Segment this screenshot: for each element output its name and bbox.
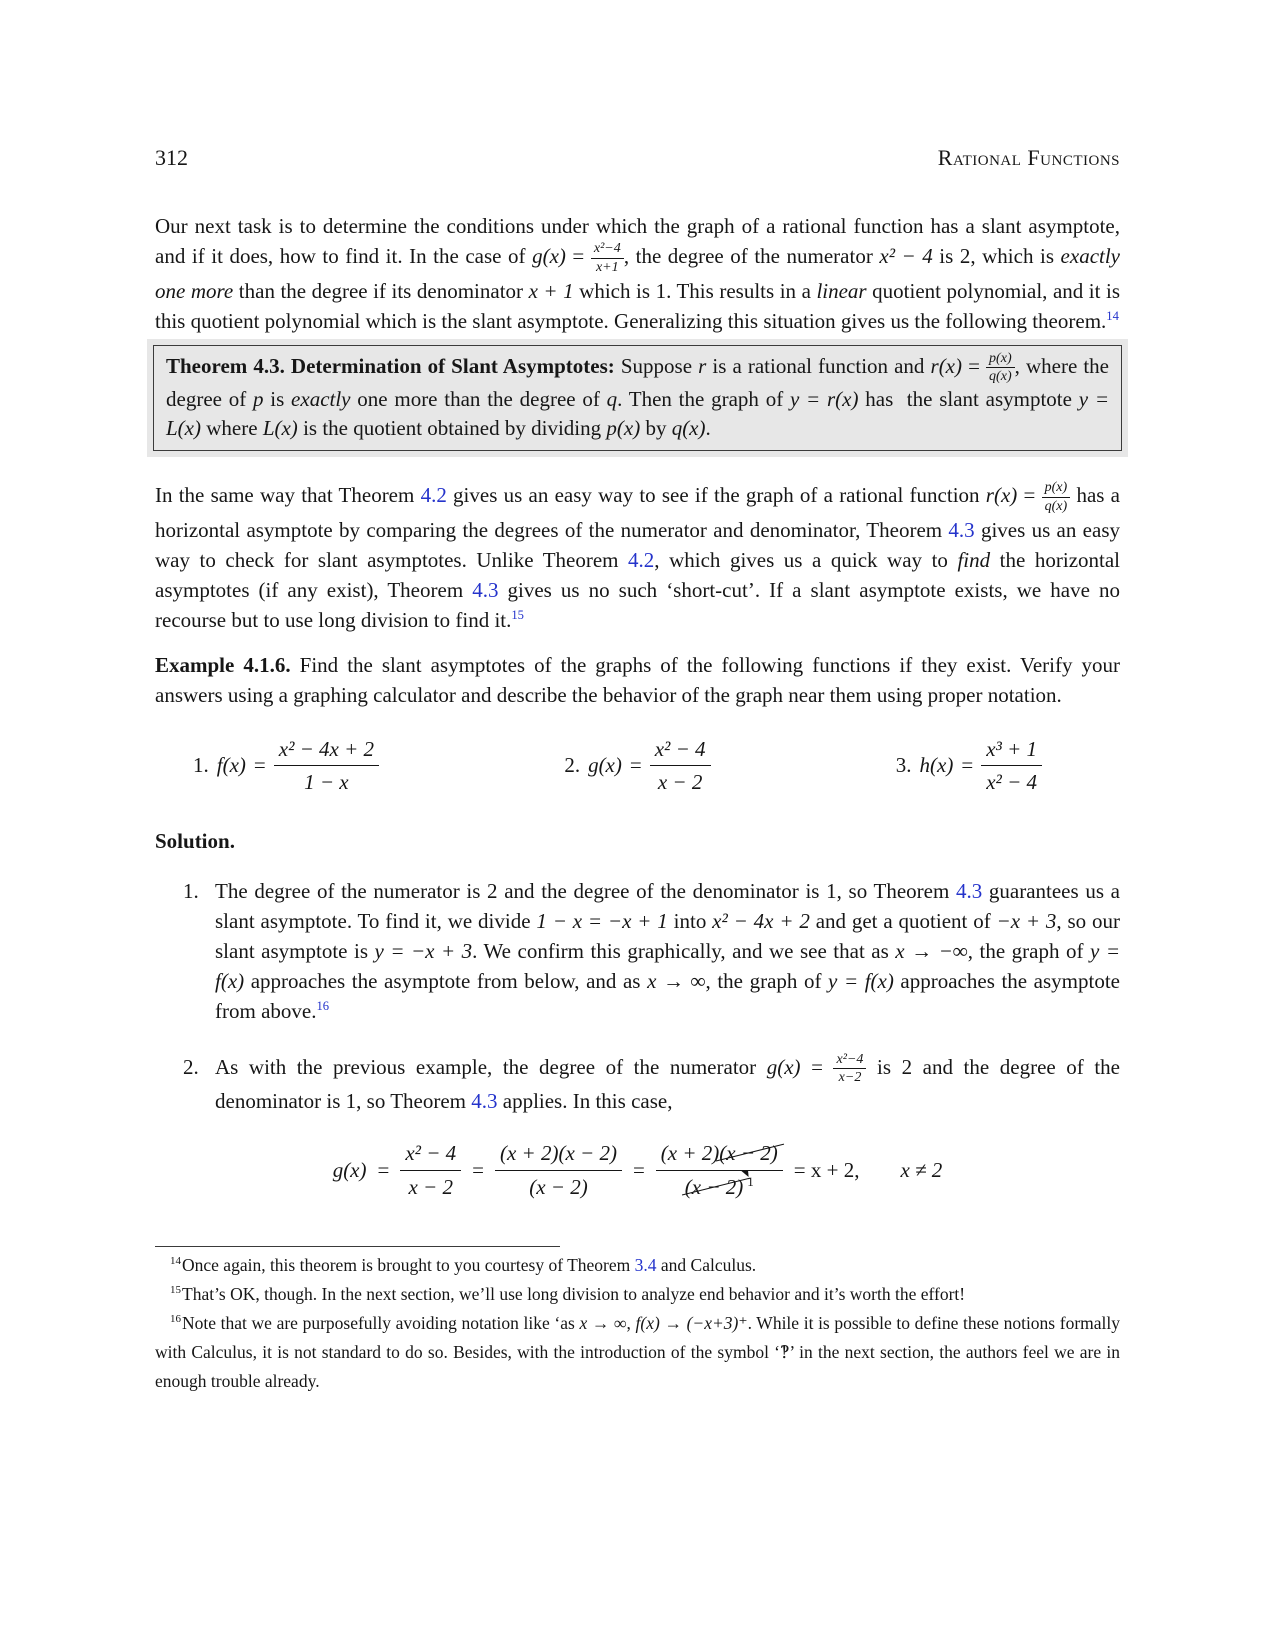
text-run: approaches the asymptote from below, and as (244, 968, 648, 993)
example-paragraph (155, 650, 1120, 710)
text-run: p (253, 387, 264, 411)
inline-fraction: $\frac{\text{x²−4}}{x+1}$ (591, 241, 624, 276)
text-run: than the degree if its denominator (233, 278, 529, 303)
equals-sign: = (632, 1157, 645, 1182)
equation-lhs: g(x) (332, 1157, 367, 1182)
solution-item-2 (155, 1052, 1120, 1117)
text-run: gives us an easy way to check for slant asymptotes. Unlike Theorem (155, 517, 1120, 572)
inline-fraction: $\frac{p(x)}{q(x)}$ (986, 351, 1015, 386)
text-run: Theorem 4.3. Determination of Slant Asymptotes: (166, 353, 615, 378)
text-run: x + 1 (528, 278, 574, 303)
footnote-16 (155, 1309, 1120, 1396)
text-run: x → ∞ (647, 968, 706, 993)
text-run: , where the degree of (166, 353, 1109, 411)
function-item-3 (896, 736, 1042, 796)
footnotes (155, 1251, 1120, 1396)
function-3-name: h(x) (919, 753, 954, 777)
text-run: x → −∞ (895, 938, 968, 963)
text-run: applies. In this case, (497, 1089, 673, 1113)
footnote-16-marker: 16 (170, 1313, 181, 1326)
text-run: p(x) (606, 416, 641, 440)
cancelled-factor: (x − 2) (719, 1141, 778, 1166)
factoring-equation (155, 1124, 1120, 1216)
footnote-rule (155, 1246, 560, 1247)
text-run: approaches the asymptote from above. (215, 968, 1121, 1023)
text-run: f(x) → (−x+3)⁺ (635, 1313, 748, 1333)
text-run: where (201, 416, 263, 440)
equals-sign: = (629, 753, 642, 777)
text-run: has the slant asymptote (858, 387, 1079, 411)
inline-fraction: $\frac{\text{x²−4}}{x-2}$ (833, 1052, 866, 1087)
item-2-text (215, 1052, 1120, 1117)
equation-result: = x + 2, (793, 1157, 860, 1182)
text-run: , so our slant asymptote is (215, 908, 1121, 963)
text-run: and get a quotient of (809, 908, 997, 933)
text-run: linear (816, 278, 867, 303)
footnote-14 (155, 1251, 1120, 1280)
item-1-text (215, 876, 1120, 1026)
text-run: As with the previous example, the degree of the numerator (215, 1054, 767, 1079)
item-1-number: 1. (183, 878, 199, 903)
text-run: −x + 3 (996, 908, 1057, 933)
ref-link[interactable]: 4.2 (420, 483, 447, 508)
function-item-1 (193, 736, 379, 796)
footnote-15-marker: 15 (170, 1284, 181, 1297)
text-run: = (1017, 483, 1042, 508)
theorem-box-frame (153, 345, 1122, 452)
text-run: That’s OK, though. In the next section, we’ll use long division to analyze end behavior and it’s worth the effort! (182, 1284, 966, 1304)
function-2-fraction: $\frac{\text{x² − 4}}{x - 2}$ (650, 736, 711, 796)
intro-paragraph (155, 211, 1120, 336)
text-run: Suppose (614, 353, 699, 378)
text-run: = (962, 353, 986, 378)
theorem-box (147, 339, 1128, 458)
text-run: exactly (291, 387, 351, 411)
text-run: y = −x + 3 (374, 938, 473, 963)
text-run: q(x) (671, 416, 706, 440)
text-run: r(x) (985, 483, 1018, 508)
ref-link[interactable]: 4.2 (628, 547, 655, 572)
text-run: g(x) (532, 244, 566, 269)
text-run: exactly one more (155, 244, 1120, 303)
solution-heading: Solution. (155, 828, 235, 853)
text-run: quotient polynomial, and it is this quotient polynomial which is the slant asymptote. Generalizing this situation gives us the following theorem. (155, 278, 1121, 333)
function-list (155, 724, 1120, 808)
page-header (155, 0, 1120, 171)
text-run: = (800, 1054, 834, 1079)
text-run: into (667, 908, 713, 933)
equation-fraction-1: $\frac{\text{x² − 4}}{x - 2}$ (400, 1140, 461, 1200)
text-run: . While it is possible to define these notions formally with Calculus, it is not standard to do so. Besides, with the introduction of the symbol ‘‽’ in the next section, the authors feel we are in enough trouble already. (155, 1313, 1121, 1391)
function-3-fraction: $\frac{\text{x³ + 1}}{\text{x² − 4}}$ (981, 736, 1042, 796)
theorem-text (166, 351, 1109, 444)
text-run: In the same way that Theorem (155, 483, 421, 508)
item-2-number: 2. (183, 1054, 199, 1079)
text-run: L(x) (262, 416, 298, 440)
text-run: gives us no such ‘short-cut’. If a slant asymptote exists, we have no recourse but to use long division to find it. (155, 577, 1120, 632)
text-run: is the quotient obtained by dividing (297, 416, 607, 440)
text-run: Find the slant asymptotes of the graphs of the following functions if they exist. Verify your answers using a graphing calculator and describe the behavior of the graph near them using proper notation. (155, 652, 1120, 707)
function-1-label: 1. (193, 753, 209, 777)
text-run: the horizontal asymptotes (if any exist), Theorem (155, 547, 1121, 602)
text-run: Our next task is to determine the conditions under which the graph of a rational function has a slant asymptote, and if it does, how to find it. In the case of (155, 214, 1120, 269)
text-run: . (705, 416, 711, 440)
equals-sign: = (253, 753, 266, 777)
page-number: 312 (155, 145, 188, 170)
text-run: has a horizontal asymptote by comparing the degrees of the numerator and denominator, Theorem (155, 483, 1120, 542)
equation-condition: x ≠ 2 (900, 1157, 943, 1182)
text-run: q (606, 387, 618, 411)
text-run: is (263, 387, 292, 411)
chapter-title: Rational Functions (937, 145, 1120, 170)
function-2-label: 2. (564, 753, 581, 777)
text-run: Note that we are purposefully avoiding notation like ‘as (182, 1313, 580, 1333)
function-1-fraction: $\frac{\text{x² − 4x + 2}}{1 - x}$ (274, 736, 379, 796)
text-run: , the degree of the numerator (623, 244, 880, 269)
text-run: which is 1. This results in a (573, 278, 817, 303)
text-run: . Then the graph of (617, 387, 790, 411)
text-run: is 2 and the degree of the denominator is 1, so Theorem (215, 1054, 1120, 1113)
ref-link[interactable]: 4.3 (948, 517, 975, 542)
text-run: y = f(x) (828, 968, 894, 993)
ref-link[interactable]: 4.3 (472, 577, 499, 602)
equals-sign: = (472, 1157, 484, 1182)
text-run: x → ∞ (579, 1313, 627, 1333)
ref-link[interactable]: 4.3 (955, 878, 983, 903)
function-2-name: g(x) (588, 753, 622, 777)
text-run: , which gives us a quick way to (654, 547, 958, 572)
text-run: r (698, 353, 707, 378)
text-run: gives us an easy way to see if the graph of a rational function (446, 483, 986, 508)
text-run: y = f(x) (215, 938, 1120, 993)
function-1-name: f(x) (216, 753, 246, 777)
text-run: . We confirm this graphically, and we see that as (472, 938, 896, 963)
text-run: The degree of the numerator is 2 and the degree of the denominator is 1, so Theorem (215, 878, 956, 903)
footnote-14-marker: 14 (170, 1255, 181, 1268)
ref-link[interactable]: 3.4 (634, 1255, 657, 1275)
text-run: y = L(x) (166, 387, 1109, 440)
ref-link[interactable]: 15 (511, 607, 524, 622)
text-run: 1 − x = −x + 1 (536, 908, 668, 933)
ref-link[interactable]: 4.3 (471, 1089, 498, 1113)
equation-fraction-3: $\frac{(x + 2)(x - 2)}{(x - 2) ^1}$ (656, 1140, 783, 1200)
ref-link[interactable]: 16 (316, 998, 330, 1013)
text-run: one more than the degree of (350, 387, 607, 411)
text-run: is 2, which is (932, 244, 1061, 269)
cancelled-factor-with-arrow: (x − 2) (684, 1174, 744, 1199)
text-run: , (626, 1313, 636, 1333)
text-run: y = r(x) (789, 387, 859, 411)
text-run: = (565, 244, 591, 269)
equals-sign: = (377, 1157, 390, 1182)
text-run: g(x) (766, 1054, 801, 1079)
function-item-2 (564, 736, 710, 796)
text-run: x² − 4 (879, 244, 933, 269)
solution-item-1 (155, 876, 1120, 1026)
text-run: , the graph of (705, 968, 829, 993)
text-run: find (957, 547, 991, 572)
text-run: guarantees us a slant asymptote. To find it, we divide (215, 878, 1120, 933)
footnote-15 (155, 1280, 1120, 1309)
text-run: is a rational function and (706, 353, 931, 378)
text-run: , the graph of (967, 938, 1090, 963)
after-theorem-paragraph (155, 480, 1120, 635)
text-run: by (640, 416, 672, 440)
equation-fraction-2: $\frac{(x + 2)(x - 2)}{(x - 2)}$ (495, 1140, 622, 1200)
equals-sign: = (961, 753, 974, 777)
text-run: x² − 4x + 2 (712, 908, 810, 933)
ref-link[interactable]: 14 (1106, 308, 1119, 323)
function-3-label: 3. (895, 753, 912, 777)
text-run: r(x) (930, 353, 962, 378)
inline-fraction: $\frac{p(x)}{q(x)}$ (1042, 480, 1071, 515)
text-run: and Calculus. (656, 1255, 757, 1275)
cancel-exponent: 1 (747, 1173, 754, 1189)
text-run: Once again, this theorem is brought to you courtesy of Theorem (182, 1255, 635, 1275)
text-run: Example 4.1.6. (155, 652, 291, 677)
